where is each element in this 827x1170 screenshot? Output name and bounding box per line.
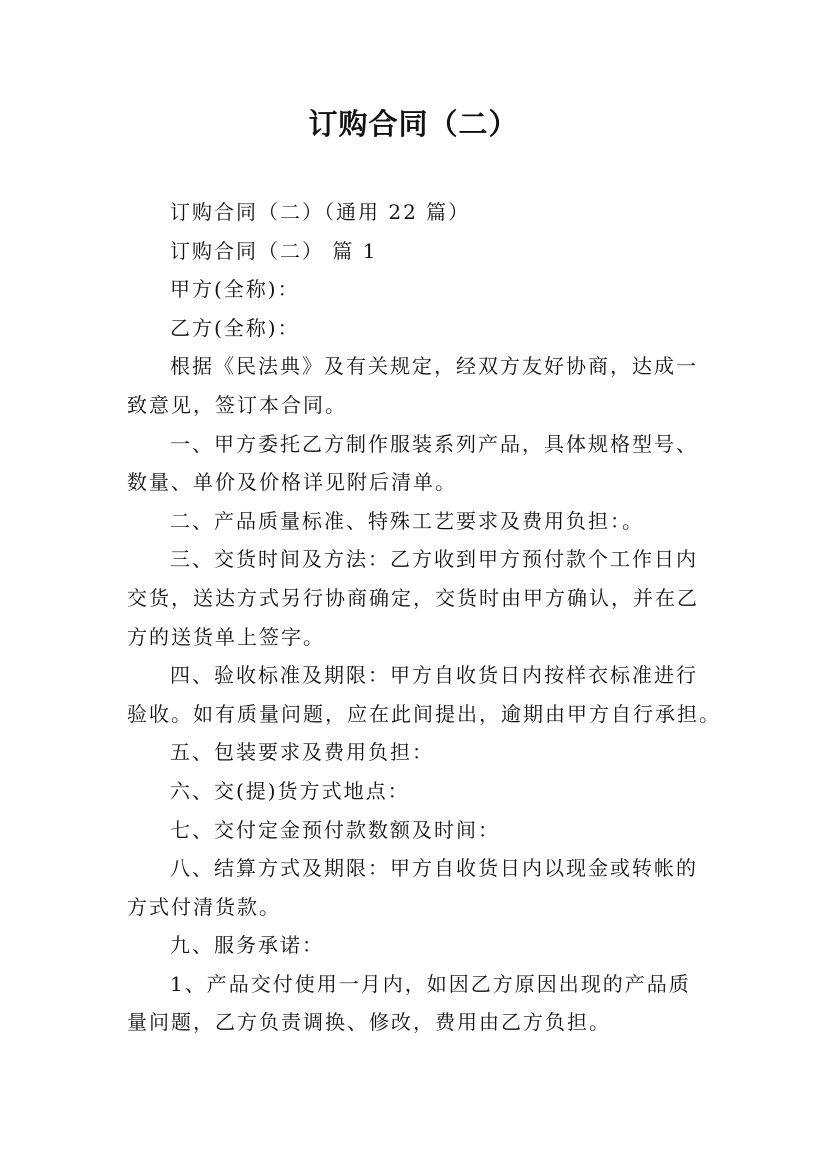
- paragraph-party-a: [127, 270, 807, 309]
- paragraph-line: 订购合同（二）（通用 22 篇）: [170, 200, 471, 224]
- paragraph-line: 七、交付定金预付款数额及时间：: [170, 817, 500, 842]
- paragraph-line: 方的送货单上签字。: [127, 624, 325, 649]
- paragraph-section-title: [127, 232, 807, 271]
- paragraph-line: 根据《民法典》及有关规定，经双方友好协商，达成一: [170, 354, 698, 379]
- paragraph-line: 八、结算方式及期限：甲方自收货日内以现金或转帐的: [170, 856, 698, 881]
- paragraph-party-b: [127, 309, 807, 348]
- paragraph-line: 一、甲方委托乙方制作服装系列产品，具体规格型号、: [170, 431, 698, 456]
- document-body: [127, 193, 807, 1042]
- paragraph-clause-6: [127, 772, 807, 811]
- paragraph-heading: [127, 193, 807, 232]
- paragraph-clause-9: [127, 926, 807, 965]
- paragraph-line: 量问题，乙方负责调换、修改，费用由乙方负担。: [127, 1010, 611, 1035]
- paragraph-line: 交货，送达方式另行协商确定，交货时由甲方确认，并在乙: [127, 585, 699, 610]
- paragraph-clause-7: [127, 811, 807, 850]
- paragraph-clause-5: [127, 733, 807, 772]
- paragraph-line: 致意见，签订本合同。: [127, 392, 347, 417]
- paragraph-line: 三、交货时间及方法：乙方收到甲方预付款个工作日内: [170, 547, 698, 572]
- paragraph-line: 六、交(提)货方式地点：: [170, 778, 410, 803]
- paragraph-preamble: [127, 347, 807, 424]
- paragraph-line: 四、验收标准及期限：甲方自收货日内按样衣标准进行: [170, 663, 698, 688]
- paragraph-line: 验收。如有质量问题，应在此间提出，逾期由甲方自行承担。: [127, 701, 721, 726]
- paragraph-line: 二、产品质量标准、特殊工艺要求及费用负担：。: [170, 508, 644, 533]
- paragraph-service-item-1: [127, 965, 807, 1042]
- paragraph-clause-2: [127, 502, 807, 541]
- paragraph-line: 数量、单价及价格详见附后清单。: [127, 470, 457, 495]
- paragraph-clause-4: [127, 656, 807, 733]
- paragraph-line: 1、产品交付使用一月内，如因乙方原因出现的产品质: [170, 971, 691, 996]
- paragraph-clause-1: [127, 425, 807, 502]
- paragraph-line: 五、包装要求及费用负担：: [170, 740, 434, 765]
- paragraph-line: 订购合同（二） 篇 1: [170, 238, 378, 263]
- paragraph-line: 九、服务承诺：: [170, 933, 324, 958]
- paragraph-line: 乙方(全称)：: [170, 315, 300, 340]
- paragraph-line: 甲方(全称)：: [170, 277, 300, 302]
- paragraph-clause-3: [127, 540, 807, 656]
- paragraph-clause-8: [127, 849, 807, 926]
- paragraph-line: 方式付清货款。: [127, 894, 281, 919]
- document-title: 订购合同（二）: [308, 107, 519, 141]
